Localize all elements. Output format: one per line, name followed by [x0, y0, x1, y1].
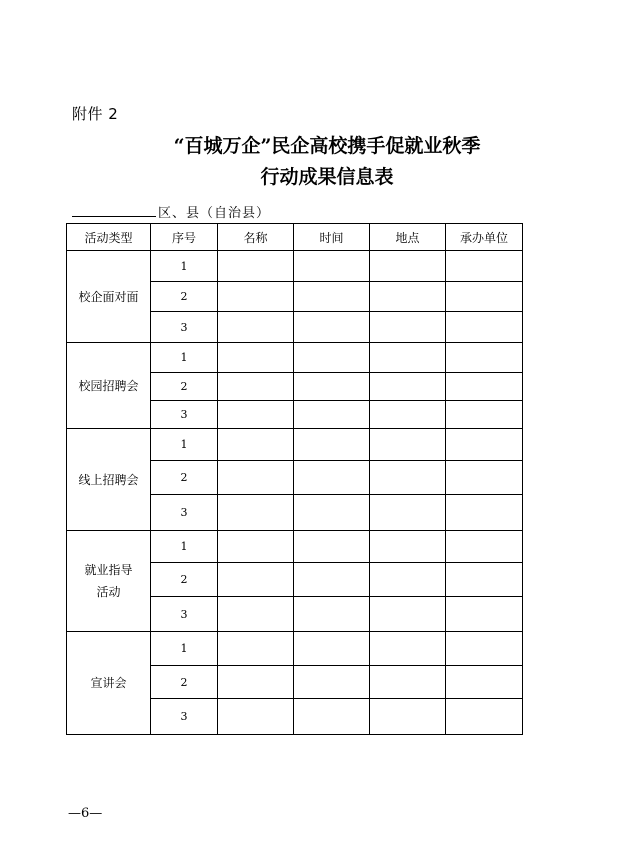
organizer-cell[interactable] — [446, 531, 523, 563]
sequence-cell: 1 — [151, 251, 218, 282]
sequence-cell: 3 — [151, 597, 218, 632]
page-number: —6— — [68, 806, 103, 821]
organizer-cell[interactable] — [446, 666, 523, 699]
header-sequence: 序号 — [151, 224, 218, 251]
name-cell[interactable] — [218, 632, 294, 666]
time-cell[interactable] — [294, 312, 370, 343]
location-cell[interactable] — [370, 343, 446, 373]
region-label: 区、县（自治县） — [158, 206, 271, 221]
name-cell[interactable] — [218, 251, 294, 282]
region-blank-underline[interactable] — [72, 203, 156, 217]
sequence-cell: 3 — [151, 312, 218, 343]
header-activity-type: 活动类型 — [67, 224, 151, 251]
time-cell[interactable] — [294, 429, 370, 461]
name-cell[interactable] — [218, 343, 294, 373]
name-cell[interactable] — [218, 373, 294, 401]
organizer-cell[interactable] — [446, 373, 523, 401]
sequence-cell: 3 — [151, 401, 218, 429]
name-cell[interactable] — [218, 282, 294, 312]
time-cell[interactable] — [294, 401, 370, 429]
name-cell[interactable] — [218, 699, 294, 735]
organizer-cell[interactable] — [446, 282, 523, 312]
name-cell[interactable] — [218, 563, 294, 597]
time-cell[interactable] — [294, 343, 370, 373]
time-cell[interactable] — [294, 699, 370, 735]
sequence-cell: 1 — [151, 429, 218, 461]
location-cell[interactable] — [370, 312, 446, 343]
organizer-cell[interactable] — [446, 343, 523, 373]
category-cell: 宣讲会 — [67, 632, 151, 735]
category-cell — [67, 531, 151, 632]
name-cell[interactable] — [218, 461, 294, 495]
time-cell[interactable] — [294, 282, 370, 312]
category-cell: 校企面对面 — [67, 251, 151, 343]
table-row — [67, 343, 523, 373]
header-name: 名称 — [218, 224, 294, 251]
name-cell[interactable] — [218, 495, 294, 531]
location-cell[interactable] — [370, 401, 446, 429]
sequence-cell: 2 — [151, 282, 218, 312]
location-cell[interactable] — [370, 666, 446, 699]
location-cell[interactable] — [370, 531, 446, 563]
category-cell: 校园招聘会 — [67, 343, 151, 429]
location-cell[interactable] — [370, 373, 446, 401]
header-organizer: 承办单位 — [446, 224, 523, 251]
sequence-cell: 2 — [151, 373, 218, 401]
sequence-cell: 3 — [151, 699, 218, 735]
time-cell[interactable] — [294, 597, 370, 632]
name-cell[interactable] — [218, 597, 294, 632]
time-cell[interactable] — [294, 632, 370, 666]
organizer-cell[interactable] — [446, 699, 523, 735]
location-cell[interactable] — [370, 597, 446, 632]
table-header-row — [67, 224, 523, 251]
organizer-cell[interactable] — [446, 312, 523, 343]
sequence-cell: 1 — [151, 632, 218, 666]
table-row — [67, 251, 523, 282]
location-cell[interactable] — [370, 563, 446, 597]
organizer-cell[interactable] — [446, 495, 523, 531]
name-cell[interactable] — [218, 429, 294, 461]
info-table — [66, 223, 523, 735]
document-title-line-1: “百城万企”民企高校携手促就业秋季 — [173, 135, 481, 157]
region-line — [72, 202, 270, 221]
name-cell[interactable] — [218, 531, 294, 563]
sequence-cell: 1 — [151, 531, 218, 563]
time-cell[interactable] — [294, 563, 370, 597]
sequence-cell: 2 — [151, 563, 218, 597]
location-cell[interactable] — [370, 699, 446, 735]
table-row — [67, 632, 523, 666]
sequence-cell: 1 — [151, 343, 218, 373]
name-cell[interactable] — [218, 666, 294, 699]
category-cell: 线上招聘会 — [67, 429, 151, 531]
header-time: 时间 — [294, 224, 370, 251]
sequence-cell: 2 — [151, 666, 218, 699]
organizer-cell[interactable] — [446, 597, 523, 632]
document-title-line-2: 行动成果信息表 — [260, 166, 394, 188]
organizer-cell[interactable] — [446, 429, 523, 461]
time-cell[interactable] — [294, 251, 370, 282]
table-row — [67, 531, 523, 563]
organizer-cell[interactable] — [446, 401, 523, 429]
organizer-cell[interactable] — [446, 251, 523, 282]
category-line-1: 就业指导 — [84, 563, 133, 577]
attachment-label: 附件 2 — [72, 105, 119, 123]
location-cell[interactable] — [370, 632, 446, 666]
time-cell[interactable] — [294, 531, 370, 563]
organizer-cell[interactable] — [446, 632, 523, 666]
location-cell[interactable] — [370, 251, 446, 282]
header-location: 地点 — [370, 224, 446, 251]
time-cell[interactable] — [294, 666, 370, 699]
table-row — [67, 429, 523, 461]
sequence-cell: 2 — [151, 461, 218, 495]
location-cell[interactable] — [370, 282, 446, 312]
category-line-2: 活动 — [96, 585, 121, 599]
organizer-cell[interactable] — [446, 563, 523, 597]
location-cell[interactable] — [370, 495, 446, 531]
name-cell[interactable] — [218, 312, 294, 343]
location-cell[interactable] — [370, 429, 446, 461]
organizer-cell[interactable] — [446, 461, 523, 495]
name-cell[interactable] — [218, 401, 294, 429]
time-cell[interactable] — [294, 495, 370, 531]
location-cell[interactable] — [370, 461, 446, 495]
sequence-cell: 3 — [151, 495, 218, 531]
time-cell[interactable] — [294, 373, 370, 401]
time-cell[interactable] — [294, 461, 370, 495]
